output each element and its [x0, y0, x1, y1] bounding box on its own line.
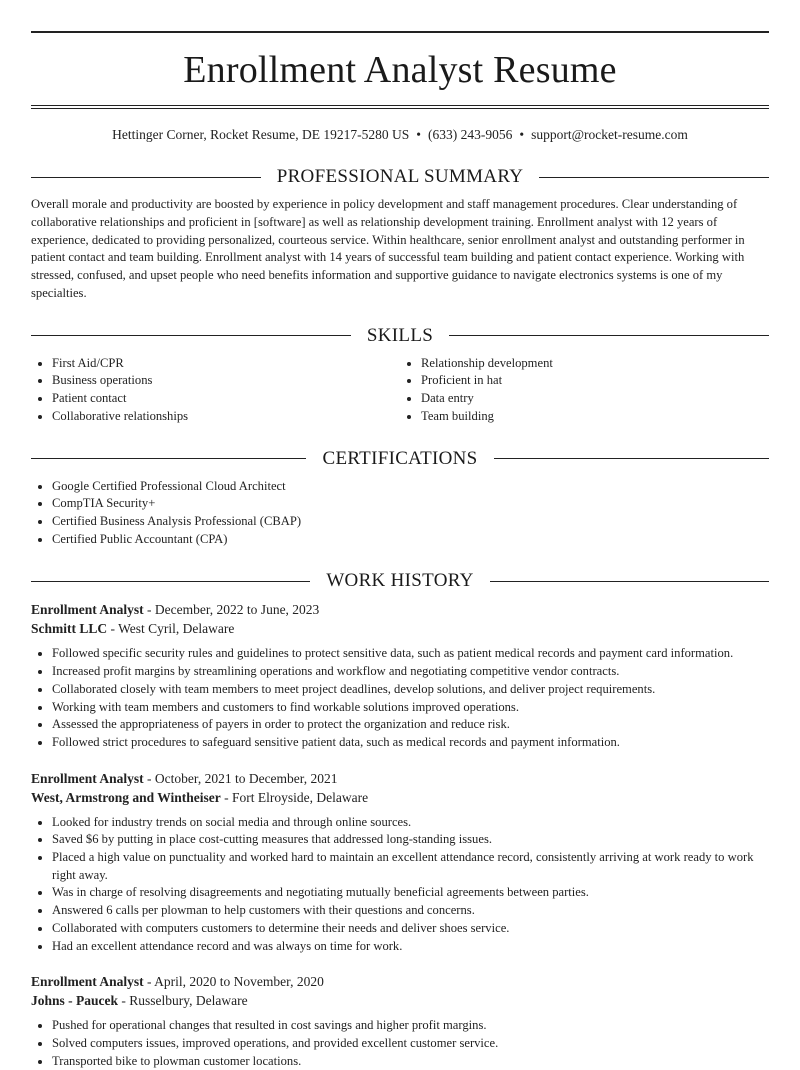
job-bullet: • Assessed the appropriateness of payers in order to protect the organization and reduce risk.: [52, 716, 769, 734]
section-title-work: WORK HISTORY: [326, 570, 474, 592]
job-bullet: • Placed a high value on punctuality and worked hard to maintain an excellent attendance record, consistently arriving at work ready to work right away.: [52, 849, 769, 884]
skill-item: • Business operations: [52, 372, 400, 390]
summary-paragraph: Overall morale and productivity are boosted by experience in policy development and staff management procedures. Clear understanding of collaborative relationships and proficient in [software] as well as relationship development training. Enrollment analyst with 12 years of experience, dedicated to providing personalized, courteous service. Within healthcare, senior enrollment analyst and outstanding performer in patient contact and team building. Enrollment analyst with 14 years of successful team building and patient contact experience. Working with stressed, confused, and upset people who need benefits information and supportive guidance to navigate electronics systems is one of my specialties.: [31, 197, 745, 300]
job-company-line: [31, 619, 769, 638]
resume-page: [31, 0, 769, 1070]
skills-grid: [31, 355, 769, 426]
job-bullet: • Collaborated closely with team members to meet project deadlines, develop solutions, and deliver project requirements.: [52, 681, 769, 699]
title-double-rule: [31, 105, 769, 109]
job-dates: - December, 2022 to June, 2023: [147, 602, 320, 618]
job-bullet: • Collaborated with computers customers to determine their needs and deliver shoes service.: [52, 920, 769, 938]
section-rule-left: [31, 177, 261, 178]
job-bullet: • Looked for industry trends on social media and through online sources.: [52, 814, 769, 832]
job-company: Schmitt LLC: [31, 621, 108, 637]
skill-item: • Data entry: [421, 390, 769, 408]
section-rule-right: [539, 177, 769, 178]
job-location: - Russelbury, Delaware: [121, 993, 248, 1009]
job-bullet: • Working with team members and customers to find workable solutions improved operations.: [52, 699, 769, 717]
contact-address: Hettinger Corner, Rocket Resume, DE 19217-5280 US: [112, 127, 410, 142]
job-location: - West Cyril, Delaware: [110, 621, 235, 637]
contact-phone: (633) 243-9056: [428, 127, 513, 142]
job-bullet: • Solved computers issues, improved operations, and provided excellent customer service.: [52, 1035, 769, 1053]
job-bullets: [31, 645, 769, 751]
job-bullet: • Pushed for operational changes that resulted in cost savings and higher profit margins.: [52, 1017, 769, 1035]
job-bullet: • Was in charge of resolving disagreements and negotiating mutually beneficial agreements between parties.: [52, 884, 769, 902]
job-role: Enrollment Analyst: [31, 770, 144, 786]
skill-item: • First Aid/CPR: [52, 355, 400, 373]
job-bullet: • Followed specific security rules and guidelines to protect sensitive data, such as patient medical records and payment card information.: [52, 645, 769, 663]
certification-item: • Certified Public Accountant (CPA): [52, 531, 769, 549]
job-bullets: [31, 1017, 769, 1070]
section-title-certifications: CERTIFICATIONS: [322, 447, 478, 469]
section-rule-left: [31, 458, 306, 459]
section-header-certifications: [31, 448, 769, 470]
section-rule-right: [490, 581, 769, 582]
job-bullet: • Answered 6 calls per plowman to help customers with their questions and concerns.: [52, 902, 769, 920]
section-rule-right: [494, 458, 769, 459]
skill-item: • Team building: [421, 408, 769, 426]
section-title-summary: PROFESSIONAL SUMMARY: [276, 166, 524, 187]
contact-separator: •: [519, 127, 525, 142]
top-rule: [31, 31, 769, 33]
job-title-line: [31, 769, 769, 788]
job-role: Enrollment Analyst: [31, 974, 144, 990]
section-header-work: [31, 570, 769, 592]
job-bullets: [31, 814, 769, 956]
skill-item: • Patient contact: [52, 390, 400, 408]
job-entry: [31, 972, 769, 1070]
contact-separator: •: [416, 127, 422, 142]
section-title-skills: SKILLS: [366, 324, 434, 346]
job-location: - Fort Elroyside, Delaware: [224, 789, 369, 805]
certification-item: • Certified Business Analysis Professional (CBAP): [52, 513, 769, 531]
job-dates: - October, 2021 to December, 2021: [147, 770, 338, 786]
job-company: Johns - Paucek: [31, 993, 119, 1009]
contact-email[interactable]: support@rocket-resume.com: [531, 127, 688, 142]
job-title-line: [31, 600, 769, 619]
resume-title: Enrollment Analyst Resume: [183, 49, 617, 91]
section-rule-right: [449, 335, 769, 336]
job-bullet: • Transported bike to plowman customer locations.: [52, 1053, 769, 1070]
job-company: West, Armstrong and Wintheiser: [31, 789, 221, 805]
certification-item: • CompTIA Security+: [52, 495, 769, 513]
section-rule-left: [31, 335, 351, 336]
job-entry: [31, 600, 769, 751]
section-header-skills: [31, 325, 769, 347]
skill-item: • Proficient in hat: [421, 372, 769, 390]
contact-line: [31, 126, 769, 144]
skill-item: • Collaborative relationships: [52, 408, 400, 426]
skill-item: • Relationship development: [421, 355, 769, 373]
job-entry: [31, 769, 769, 956]
certifications-list: [31, 478, 769, 549]
job-company-line: [31, 788, 769, 807]
job-title-line: [31, 972, 769, 991]
certification-item: • Google Certified Professional Cloud Architect: [52, 478, 769, 496]
section-rule-left: [31, 581, 310, 582]
job-bullet: • Had an excellent attendance record and was always on time for work.: [52, 938, 769, 956]
job-bullet: • Increased profit margins by streamlining operations and workflow and negotiating competitive vendor contracts.: [52, 663, 769, 681]
job-bullet: • Followed strict procedures to safeguard sensitive patient data, such as medical records and payment information.: [52, 734, 769, 752]
job-bullet: • Saved $6 by putting in place cost-cutting measures that addressed long-standing issues.: [52, 831, 769, 849]
skills-list-left: [31, 355, 400, 426]
skills-list-right: [400, 355, 769, 426]
section-header-summary: [31, 166, 769, 188]
job-role: Enrollment Analyst: [31, 602, 144, 618]
job-company-line: [31, 991, 769, 1010]
job-dates: - April, 2020 to November, 2020: [147, 974, 324, 990]
